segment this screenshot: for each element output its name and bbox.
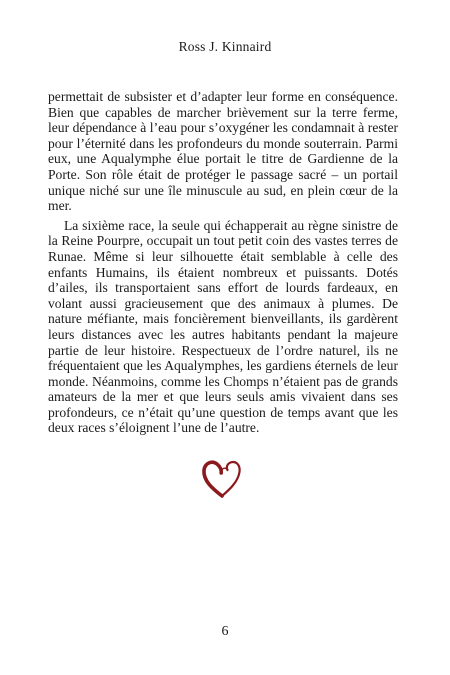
paragraph-2: La sixième race, la seule qui échapperait au règne sinistre de la Reine Pourpre, occupait un tout petit coin des vastes terres de Runae. Même si leur silhouette était semblable à celle des enfants Humains, ils étaient nombreux et puissants. Dotés d’ailes, ils transportaient sans effort de lourds fardeaux, en volant aussi gracieusement que des animaux à plumes. De nature méfiante, mais foncièrement bienveillants, ils gardèrent leurs distances avec les autres habitants pendant la majeure partie de leur histoire. Respectueux de l’ordre naturel, ils ne fréquentaient que les Aqualymphes, les gardiens éternels de leur monde. Néanmoins, comme les Chomps n’étaient pas de grands amateurs de la mer et que leurs seuls amis vivaient dans ses profondeurs, ce n’était qu’une question de temps avant que les deux races s’éloignent l’une de l’autre. <box>48 217 398 436</box>
paragraph-1: permettait de subsister et d’adapter leur forme en conséquence. Bien que capables de marcher brièvement sur la terre ferme, leur dépendance à l’eau pour s’oxygéner les condamnait à rester pour l’éternité dans les profondeurs du monde souterrain. Parmi eux, une Aqualymphe élue portait le titre de Gardienne de la Porte. Son rôle était de protéger le passage sacré – un portail unique niché sur une île minuscule au sud, en plein cœur de la mer. <box>48 89 398 214</box>
running-header: Ross J. Kinnaird <box>178 39 272 54</box>
body-text <box>48 89 398 436</box>
heart-flourish-icon <box>199 455 245 501</box>
page-number: 6 <box>221 624 229 639</box>
heart-flourish-stroke-right <box>222 462 240 496</box>
heart-flourish-stroke-left <box>204 462 222 496</box>
